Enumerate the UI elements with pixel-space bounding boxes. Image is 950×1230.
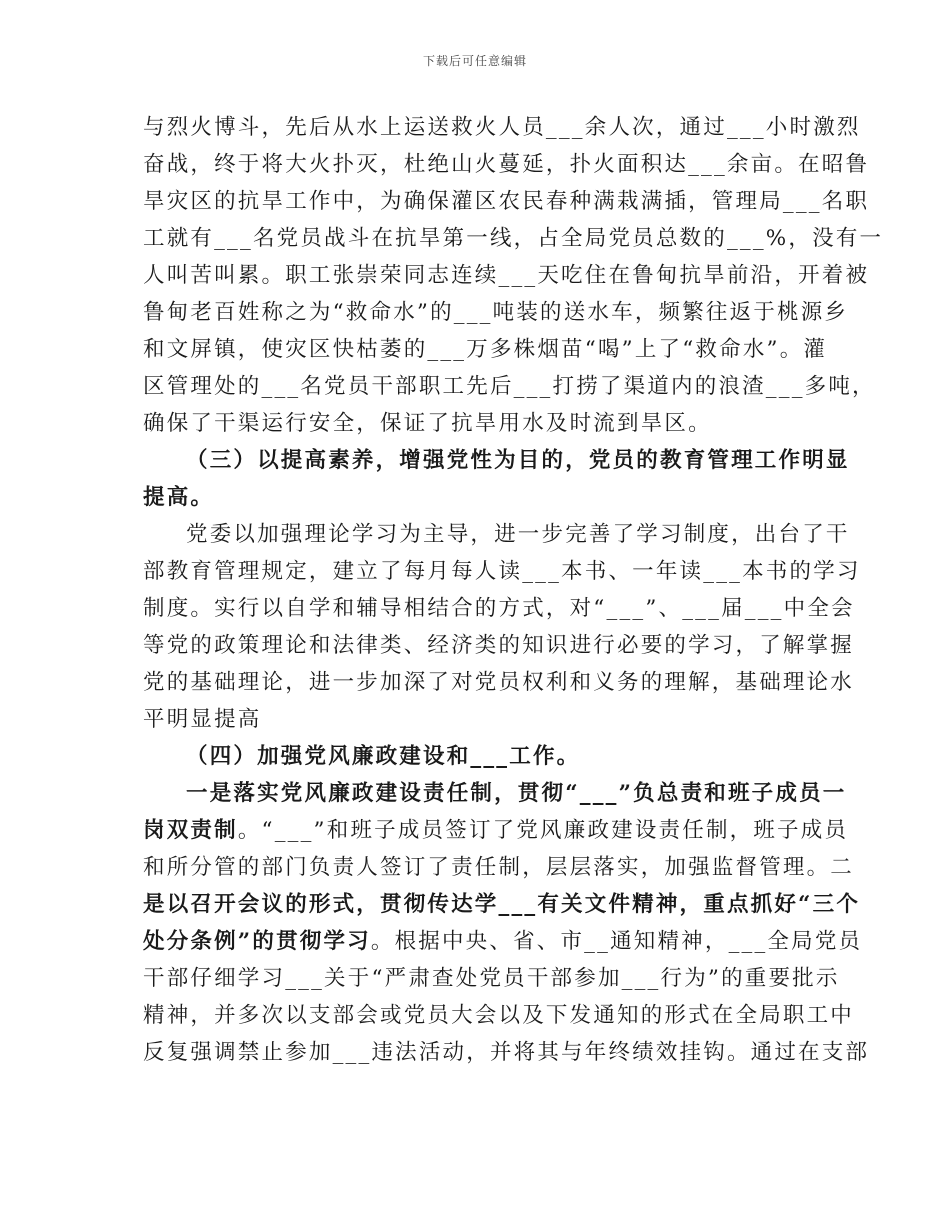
- body-line: 人叫苦叫累。职工张崇荣同志连续___天吃住在鲁甸抗旱前沿，开着被: [143, 263, 870, 288]
- body-line: [143, 927, 863, 957]
- body-line: 奋战，终于将大火扑灭，杜绝山火蔓延，扑火面积达___余亩。在昭鲁: [143, 152, 870, 177]
- body-line: 鲁甸老百姓称之为“救命水”的___吨装的送水车，频繁往返于桃源乡: [143, 300, 849, 325]
- body-line: 区管理处的___名党员干部职工先后___打捞了渠道内的浪渣___多吨，: [143, 374, 876, 399]
- body-line: [143, 816, 849, 846]
- body-line: 工就有___名党员战斗在抗旱第一线，占全局党员总数的___%，没有一: [143, 226, 884, 251]
- body-line: 党的基础理论，进一步加深了对党员权利和义务的理解，基础理论水: [143, 670, 855, 695]
- bold-phrase: 处分条例”的贯彻学习: [143, 929, 371, 954]
- bold-phrase: 岗双责制: [143, 818, 238, 843]
- body-line: 制度。实行以自学和辅导相结合的方式，对“___”、___届___中全会: [143, 596, 855, 621]
- section-heading: （三）以提高素养，增强党性为目的，党员的教育管理工作明显: [186, 448, 850, 473]
- body-line: 确保了干渠运行安全，保证了抗旱用水及时流到旱区。: [143, 411, 712, 436]
- body-line: 和所分管的部门负责人签订了责任制，层层落实，加强监督管理。二: [143, 855, 855, 880]
- section-heading: （四）加强党风廉政建设和___工作。: [186, 744, 581, 769]
- body-line-bold: 一是落实党风廉政建设责任制，贯彻“___”负总责和班子成员一: [186, 781, 847, 806]
- body-line-bold: 是以召开会议的形式，贯彻传达学___有关文件精神，重点抓好“三个: [143, 892, 861, 917]
- page-header: 下载后可任意编辑: [422, 54, 527, 68]
- body-line: 等党的政策理论和法律类、经济类的知识进行必要的学习，了解掌握: [143, 633, 855, 658]
- body-line: 党委以加强理论学习为主导，进一步完善了学习制度，出台了干: [186, 522, 850, 547]
- body-line: 平明显提高: [143, 707, 262, 732]
- body-line: 和文屏镇，使灾区快枯萎的___万多株烟苗“喝”上了“救命水”。灌: [143, 337, 828, 362]
- text-run: 。“___”和班子成员签订了党风廉政建设责任制，班子成员: [237, 818, 849, 843]
- section-heading: 提高。: [143, 485, 215, 510]
- body-line: 旱灾区的抗旱工作中，为确保灌区农民春种满栽满插，管理局___名职: [143, 189, 870, 214]
- body-line: 干部仔细学习___关于“严肃查处党员干部参加___行为”的重要批示: [143, 966, 840, 991]
- body-line: 精神，并多次以支部会或党员大会以及下发通知的形式在全局职工中: [143, 1003, 855, 1028]
- body-line: 与烈火博斗，先后从水上运送救火人员___余人次，通过___小时激烈: [143, 115, 861, 140]
- body-line: 反复强调禁止参加___违法活动，并将其与年终绩效挂钩。通过在支部: [143, 1040, 870, 1065]
- text-run: 。根据中央、省、市__通知精神，___全局党员: [370, 929, 863, 954]
- body-line: 部教育管理规定，建立了每月每人读___本书、一年读___本书的学习: [143, 559, 861, 584]
